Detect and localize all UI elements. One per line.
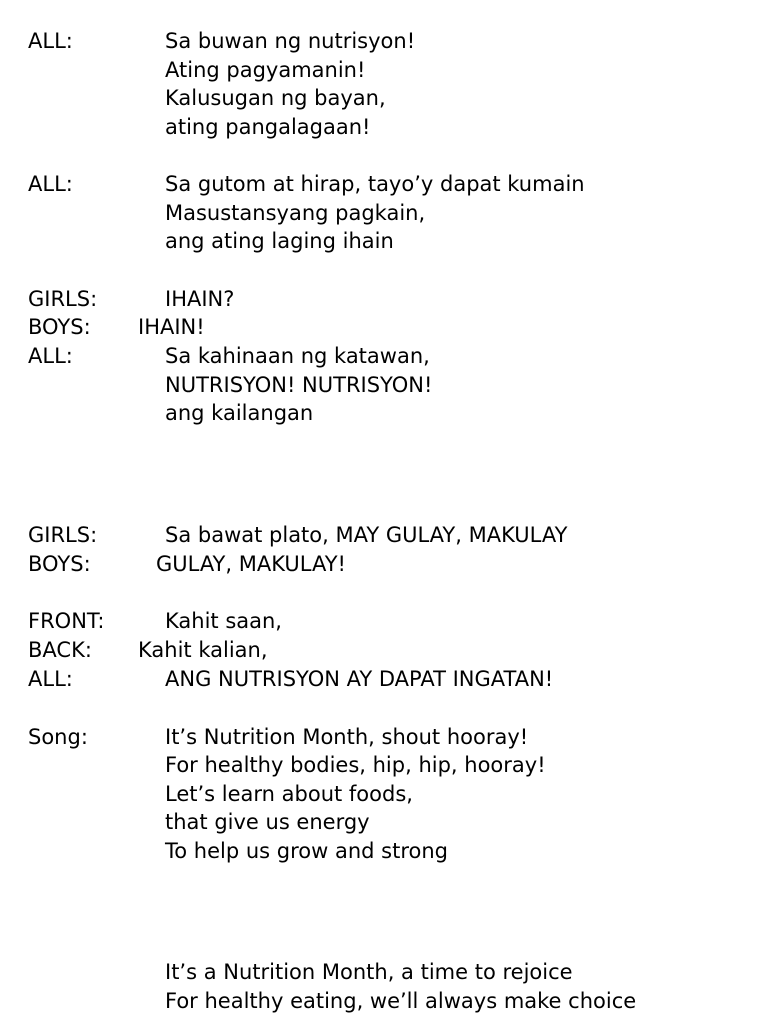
- lyric-line: Sa buwan ng nutrisyon!: [165, 29, 416, 53]
- lyric-line: Kalusugan ng bayan,: [165, 86, 386, 110]
- lyric-line: Sa bawat plato, MAY GULAY, MAKULAY: [165, 523, 568, 547]
- speaker-label: FRONT:: [28, 609, 105, 633]
- speaker-label: BOYS:: [28, 315, 91, 339]
- lyric-line: ating pangalagaan!: [165, 115, 371, 139]
- speaker-label: GIRLS:: [28, 287, 98, 311]
- lyric-line: For healthy bodies, hip, hip, hooray!: [165, 753, 546, 777]
- lyric-line: Ating pagyamanin!: [165, 58, 366, 82]
- speaker-label: ALL:: [28, 29, 73, 53]
- lyric-line: Let’s learn about foods,: [165, 782, 413, 806]
- lyric-line: Kahit kalian,: [138, 638, 268, 662]
- lyric-line: Kahit saan,: [165, 609, 282, 633]
- speaker-label: ALL:: [28, 344, 73, 368]
- lyric-line: NUTRISYON! NUTRISYON!: [165, 373, 433, 397]
- speaker-label: Song:: [28, 725, 88, 749]
- lyric-line: ang ating laging ihain: [165, 229, 394, 253]
- lyric-line: Sa kahinaan ng katawan,: [165, 344, 430, 368]
- speaker-label: ALL:: [28, 172, 73, 196]
- lyric-line: IHAIN!: [138, 315, 205, 339]
- speaker-label: BOYS:: [28, 552, 91, 576]
- speaker-label: ALL:: [28, 667, 73, 691]
- lyric-line: IHAIN?: [165, 287, 235, 311]
- lyric-line: For healthy eating, we’ll always make choice: [165, 989, 637, 1013]
- lyric-line: GULAY, MAKULAY!: [156, 552, 346, 576]
- speaker-label: BACK:: [28, 638, 92, 662]
- lyric-line: ang kailangan: [165, 401, 314, 425]
- lyric-line: It’s a Nutrition Month, a time to rejoice: [165, 960, 573, 984]
- lyric-line: It’s Nutrition Month, shout hooray!: [165, 725, 529, 749]
- lyric-line: To help us grow and strong: [165, 839, 448, 863]
- lyric-line: that give us energy: [165, 810, 370, 834]
- lyric-line: ANG NUTRISYON AY DAPAT INGATAN!: [165, 667, 554, 691]
- speaker-label: GIRLS:: [28, 523, 98, 547]
- lyric-line: Sa gutom at hirap, tayo’y dapat kumain: [165, 172, 585, 196]
- lyric-line: Masustansyang pagkain,: [165, 201, 426, 225]
